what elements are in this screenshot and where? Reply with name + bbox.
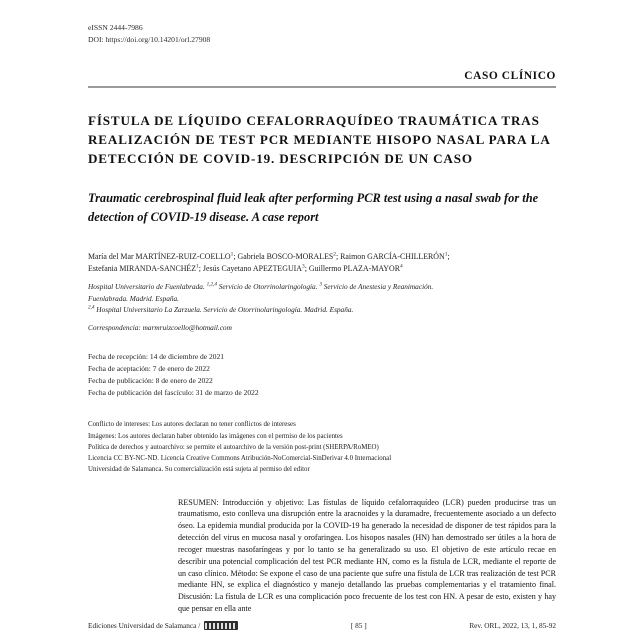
article-title-english: Traumatic cerebrospinal fluid leak after performing PCR test using a nasal swab for the detection of COVID-19 disease. A case report [88, 191, 539, 224]
affiliation-dept-1: Servicio de Otorrinolaringología. [216, 282, 320, 292]
author-separator: ; [447, 251, 450, 261]
affiliation-hospital-2: Hospital Universitario La Zarzuela. Servicio de Otorrinolaringología. Madrid. España. [94, 305, 354, 315]
eissn-line: eISSN 2444-7986 [88, 23, 143, 32]
affiliation-sup-1: 1,2,4 [206, 281, 217, 288]
author-affiliation-marker: 3 [301, 263, 305, 270]
author-name: Raimon GARCÍA-CHILLERÓN [340, 251, 445, 261]
correspondence-line[interactable]: Correspondencia: marmruizcoello@hotmail.com [88, 322, 232, 332]
abstract-text: RESUMEN: Introducción y objetivo: Las fístulas de líquido cefalorraquídeo (LCR) pueden producirse tras un traumatismo, esto conlleva una disrupción entre la aracnoides y la duramadre, frecuentemente asociado a un defecto óseo. La epidemia mundial producida por la COVID-19 ha generado la necesidad de disponer de test rápidos para la detección del virus en mucosa nasal y orofaringea. Los hisopos nasales (HN) han demostrado ser útiles a la hora de recoger muestras nasofaríngeas y por lo tanto se ha generalizado su uso. El objetivo de este artículo recae en describir una potencial complicación del test PCR mediante HN, como es la fístula de LCR, mediante el reporte de un caso clínico. Método: Se expone el caso de una paciente que sufre una fístula de LCR tras realización de test PCR mediante HN, se explica el diagnóstico y manejo detallando las pruebas complementarias y el tratamiento final. Discusión: La fístula de LCR es una complicación poco frecuente de los test con HN. A pesar de esto, existen y hay que pensar en ella ante [178, 497, 556, 613]
cc-license-badge-icon[interactable] [204, 621, 238, 630]
date-reception: Fecha de recepción: 14 de diciembre de 2021 [88, 351, 224, 361]
section-label: CASO CLÍNICO [464, 70, 556, 83]
date-issue-publication: Fecha de publicación del fascículo: 31 de marzo de 2022 [88, 388, 259, 398]
rights-policy-note: Política de derechos y autoarchivo: se permite el autoarchivo de la versión post-print (SHERPA/RoMEO) [88, 443, 379, 451]
affiliation-line-1 [88, 281, 556, 293]
date-acceptance: Fecha de aceptación: 7 de enero de 2022 [88, 363, 210, 373]
page-footer [88, 621, 556, 630]
affiliation-line-2: Fuenlabrada. Madrid. España. [88, 293, 180, 303]
doi-line[interactable]: DOI: https://doi.org/10.14201/orl.27908 [88, 34, 211, 44]
affiliation-sup-3: 2,4 [88, 304, 95, 311]
author-separator: ; [335, 251, 341, 261]
author-name: Estefania MIRANDA-SANCHÉZ [88, 264, 197, 274]
author-separator: ; [304, 264, 309, 274]
footer-page-number: [ 85 ] [350, 621, 367, 630]
author-line-1 [88, 251, 556, 264]
author-name: María del Mar MARTÍNEZ-RUIZ-COELLO [88, 251, 231, 261]
page-content [88, 0, 556, 615]
affiliation-sup-2: 3 [319, 281, 322, 288]
conflict-of-interest-note: Conflicto de intereses: Los autores declaran no tener conflictos de intereses [88, 421, 296, 429]
author-affiliation-marker: 4 [399, 263, 403, 270]
author-affiliation-marker: 1 [230, 250, 234, 257]
author-list [88, 251, 556, 277]
header-divider [88, 86, 556, 88]
author-affiliation-marker: 2 [333, 250, 336, 257]
author-affiliation-marker: 1 [196, 263, 199, 270]
date-publication: Fecha de publicación: 8 de enero de 2022 [88, 376, 213, 385]
footer-publisher-group [88, 621, 238, 630]
legal-notices [88, 419, 556, 475]
author-line-2 [88, 263, 556, 276]
publisher-note: Universidad de Salamanca. Su comercialización está sujeta al permiso del editor [88, 466, 310, 474]
author-separator: ; [198, 264, 203, 274]
footer-citation: Rev. ORL, 2022, 13, 1, 85-92 [469, 621, 556, 630]
affiliation-line-3 [88, 304, 556, 316]
affiliation-hospital-1: Hospital Universitario de Fuenlabrada. [88, 282, 207, 292]
license-note: Licencia CC BY-NC-ND. Licencia Creative Commons Atribución-NoComercial-SinDerivar 4.0 Internacional [88, 455, 392, 463]
affiliation-dept-2: Servicio de Anestesia y Reanimación. [321, 282, 434, 292]
masthead [88, 0, 556, 45]
author-name: Jesús Cayetano APEZTEGUIA [202, 264, 302, 274]
images-permission-note: Imágenes: Los autores declaran haber obtenido las imágenes con el permiso de los pacientes [88, 432, 343, 440]
footer-publisher: Ediciones Universidad de Salamanca / [88, 621, 201, 630]
author-affiliation-marker: 1 [444, 250, 448, 257]
author-separator: ; [233, 251, 238, 261]
author-name: Gabriela BOSCO-MORALES [237, 251, 334, 261]
abstract-section [140, 497, 556, 615]
publication-dates [88, 351, 556, 400]
article-title-spanish: FÍSTULA DE LÍQUIDO CEFALORRAQUÍDEO TRAUMÁTICA TRAS REALIZACIÓN DE TEST PCR MEDIANTE HISOPO NASAL PARA LA DETECCIÓN DE COVID-19. DESCRIPCIÓN DE UN CASO [88, 112, 550, 167]
author-name: Guillermo PLAZA-MAYOR [308, 264, 400, 274]
affiliations [88, 281, 556, 316]
